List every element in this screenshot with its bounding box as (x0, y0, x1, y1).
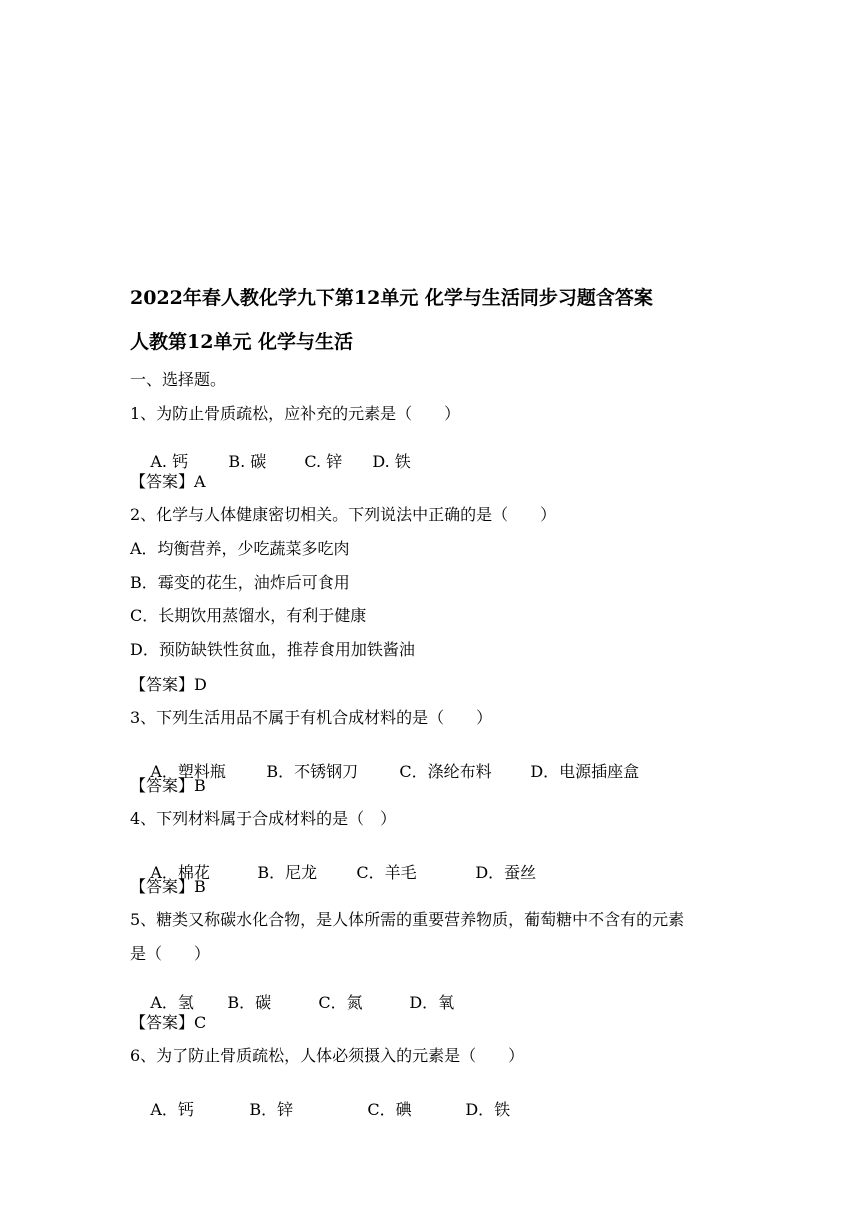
question-5-option-b: B．碳 (227, 993, 272, 1012)
question-4-stem: 4、下列材料属于合成材料的是（ ） (130, 809, 397, 828)
question-2-option-b: B．霉变的花生，油炸后可食用 (130, 573, 350, 592)
question-2-option-d: D．预防缺铁性贫血，推荐食用加铁酱油 (130, 640, 415, 659)
question-6-stem: 6、为了防止骨质疏松，人体必须摄入的元素是（ ） (130, 1046, 525, 1065)
question-5-answer: 【答案】C (130, 1013, 207, 1032)
question-3-answer: 【答案】B (130, 776, 206, 795)
question-5-stem: 5、糖类又称碳水化合物，是人体所需的重要营养物质，葡萄糖中不含有的元素 (130, 910, 685, 929)
question-5-option-d: D．氧 (409, 993, 455, 1012)
question-5-option-c: C．氮 (318, 993, 363, 1012)
question-4-option-b: B．尼龙 (257, 863, 318, 882)
question-3-option-c: C．涤纶布料 (399, 762, 492, 781)
question-6-option-c: C．碘 (367, 1100, 412, 1119)
question-6-option-a: A．钙 (150, 1100, 194, 1119)
question-1-option-a: A. 钙 (150, 452, 189, 471)
question-2-answer: 【答案】D (130, 675, 207, 694)
question-5-stem-continued: 是（ ） (130, 944, 211, 963)
question-6-options (130, 1080, 510, 1140)
question-2-option-a: A．均衡营养，少吃蔬菜多吃肉 (130, 539, 350, 558)
question-6-option-d: D．铁 (465, 1100, 511, 1119)
question-2-option-c: C．长期饮用蒸馏水，有利于健康 (130, 606, 367, 625)
question-1-option-c: C. 锌 (304, 452, 343, 471)
question-4-option-d: D．蚕丝 (475, 863, 537, 882)
question-3-option-b: B．不锈钢刀 (266, 762, 359, 781)
document-subtitle: 人教第12单元 化学与生活 (130, 331, 354, 353)
question-4-option-a: A．棉花 (150, 863, 210, 882)
question-1-option-b: B. 碳 (228, 452, 267, 471)
question-2-stem: 2、化学与人体健康密切相关。下列说法中正确的是（ ） (130, 505, 557, 524)
question-5-option-a: A．氢 (150, 993, 194, 1012)
question-1-stem: 1、为防止骨质疏松，应补充的元素是（ ） (130, 404, 461, 423)
document-title: 2022年春人教化学九下第12单元 化学与生活同步习题含答案 (130, 287, 653, 309)
question-6-option-b: B．锌 (249, 1100, 294, 1119)
question-1-option-d: D. 铁 (372, 452, 411, 471)
question-4-option-c: C．羊毛 (356, 863, 417, 882)
section-heading: 一、选择题。 (130, 370, 227, 389)
question-1-answer: 【答案】A (130, 472, 206, 491)
question-3-options (130, 742, 639, 802)
question-3-option-a: A．塑料瓶 (150, 762, 226, 781)
question-4-answer: 【答案】B (130, 877, 206, 896)
question-3-option-d: D．电源插座盒 (530, 762, 640, 781)
question-3-stem: 3、下列生活用品不属于有机合成材料的是（ ） (130, 708, 493, 727)
